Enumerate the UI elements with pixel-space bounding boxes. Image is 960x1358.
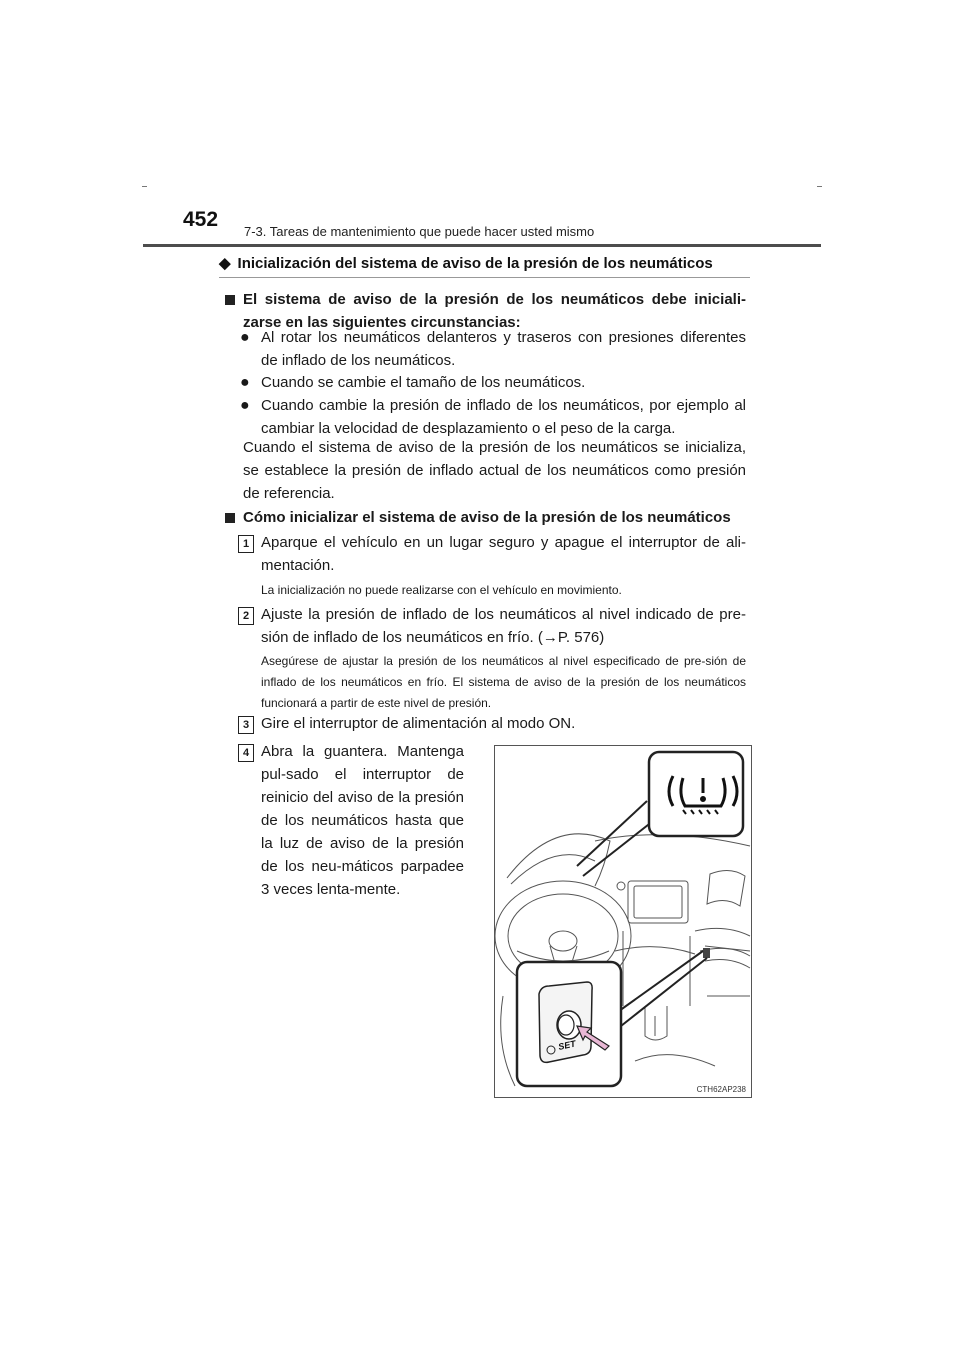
bullet-icon: ● bbox=[240, 374, 250, 391]
bullet-item: Cuando se cambie el tamaño de los neumáticos. bbox=[261, 374, 586, 391]
square-bullet-icon bbox=[225, 295, 235, 305]
header-rule bbox=[143, 244, 821, 247]
section-rule bbox=[219, 277, 750, 278]
bullet-item: Al rotar los neumáticos delanteros y traseros con presiones diferentes de inflado de los neumáticos. bbox=[261, 329, 746, 369]
step-number-1: 1 bbox=[238, 535, 254, 553]
page-number: 452 bbox=[183, 208, 219, 231]
step-1-note: La inicialización no puede realizarse con el vehículo en movimiento. bbox=[261, 583, 622, 597]
step-4-text: Abra la guantera. Mantenga pul-sado el interruptor de reinicio del aviso de la presión de los neumáticos hasta que la luz de aviso de la presión de los neu-máticos parpadee 3 veces lenta-mente. bbox=[261, 743, 464, 898]
step-number-2: 2 bbox=[238, 607, 254, 625]
step-1-text: Aparque el vehículo en un lugar seguro y apague el interruptor de ali-mentación. bbox=[261, 534, 746, 574]
bullet-icon: ● bbox=[240, 397, 250, 414]
section-heading bbox=[219, 254, 750, 272]
dashboard-illustration bbox=[494, 745, 752, 1098]
when-title: El sistema de aviso de la presión de los neumáticos debe iniciali-zarse en las siguientes circunstancias: bbox=[243, 291, 746, 331]
dashboard-drawing bbox=[495, 746, 751, 1097]
square-bullet-icon bbox=[225, 513, 235, 523]
figure-code: CTH62AP238 bbox=[696, 1085, 746, 1094]
bullet-icon: ● bbox=[240, 329, 250, 346]
diamond-icon: ◆ bbox=[219, 255, 231, 272]
crop-mark-right bbox=[817, 186, 822, 187]
step-3-text: Gire el interruptor de alimentación al modo ON. bbox=[261, 715, 576, 732]
crop-mark-left bbox=[142, 186, 147, 187]
bullet-item: Cuando cambie la presión de inflado de los neumáticos, por ejemplo al cambiar la velocidad de desplazamiento o el peso de la carga. bbox=[261, 397, 746, 437]
step-number-3: 3 bbox=[238, 716, 254, 734]
switch-set-label: SET bbox=[557, 1038, 577, 1052]
section-heading-text: Inicialización del sistema de aviso de la presión de los neumáticos bbox=[237, 255, 713, 272]
step-2-text: Ajuste la presión de inflado de los neumáticos al nivel indicado de pre-sión de inflado de los neumáticos en frío. (→P. 576) bbox=[261, 606, 746, 646]
chapter-title: 7-3. Tareas de mantenimiento que puede hacer usted mismo bbox=[244, 224, 595, 239]
reference-paragraph: Cuando el sistema de aviso de la presión de los neumáticos se inicializa, se establece la presión de inflado actual de los neumáticos como presión de referencia. bbox=[243, 439, 746, 502]
how-title: Cómo inicializar el sistema de aviso de la presión de los neumáticos bbox=[243, 509, 731, 526]
step-2-note: Asegúrese de ajustar la presión de los neumáticos al nivel especificado de pre-sión de inflado de los neumáticos en frío. El sistema de aviso de la presión de los neumáticos funcionará a partir de este nivel de presión. bbox=[261, 654, 746, 710]
step-number-4: 4 bbox=[238, 744, 254, 762]
